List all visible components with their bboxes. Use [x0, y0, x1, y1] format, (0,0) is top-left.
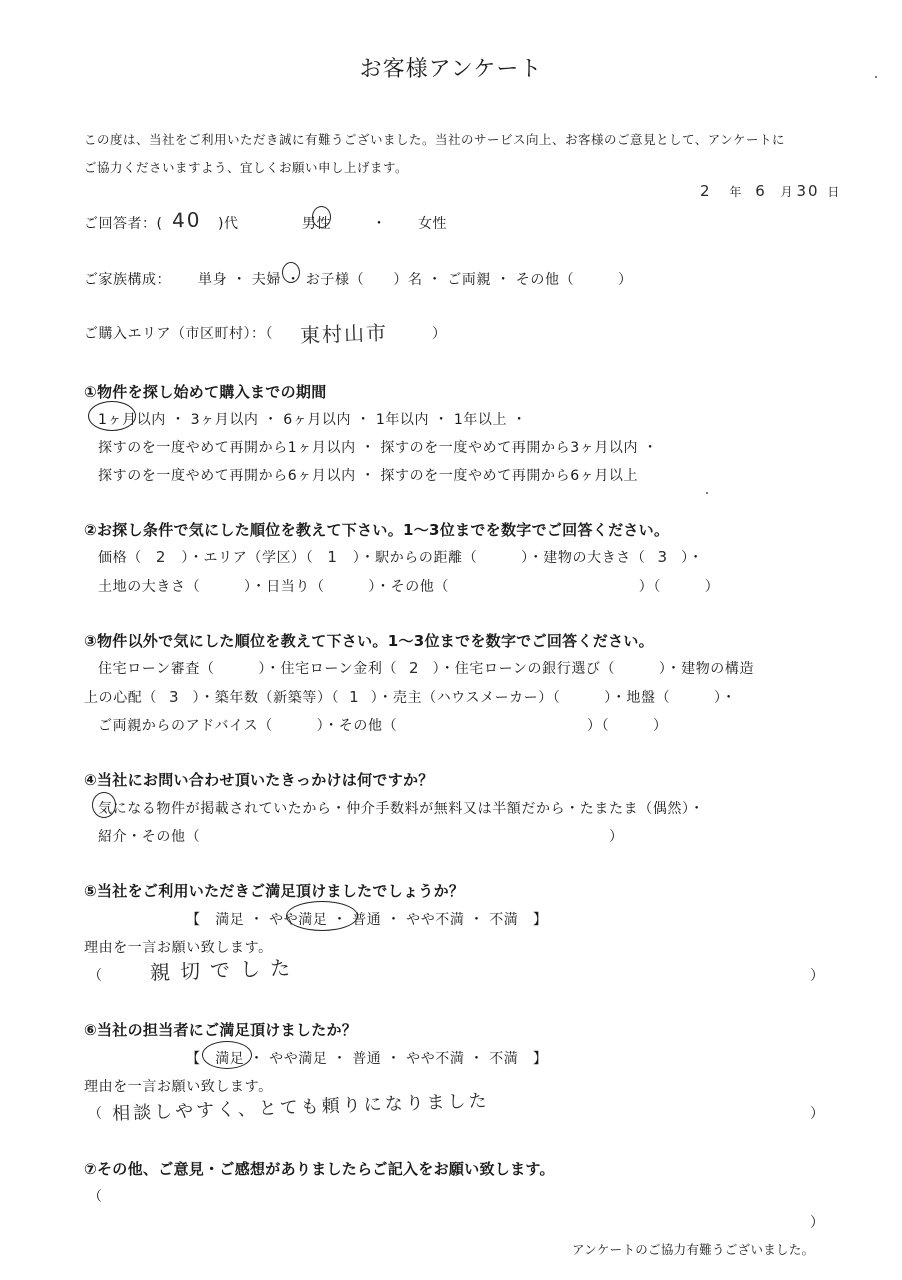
respondent-female: 女性 [418, 216, 447, 232]
q2-price-label: 価格（ [98, 550, 142, 566]
q2-line-1-end: ）・ [681, 550, 704, 566]
intro-line-2: ご協力くださいますよう、宜しくお願い申し上げます。 [84, 160, 409, 175]
q6-reason-label: 理由を一言お願い致します。 [84, 1079, 273, 1095]
area-label: ご購入エリア（市区町村）：（ [84, 326, 273, 342]
q3-structure-rank: 3 [169, 688, 181, 706]
q7-close: ） [810, 1215, 824, 1231]
q5-reason-label: 理由を一言お願い致します。 [84, 940, 273, 956]
q3-heading: ③物件以外で気にした順位を教えて下さい。1～3位までを数字でご回答ください。 [84, 632, 654, 650]
q5-answer-circle-mark [286, 901, 358, 931]
q1-answer-circle-mark [88, 401, 136, 431]
date-year-value: 2 [700, 182, 712, 200]
q1-line-1: 1ヶ月以内 ・ 3ヶ月以内 ・ 6ヶ月以内 ・ 1年以内 ・ 1年以上 ・ [98, 412, 527, 428]
page-title: お客様アンケート [359, 57, 543, 82]
date-day-label: 日 [827, 185, 840, 199]
respondent-label: ご回答者：( [84, 216, 163, 232]
q3-line-1-end: ）・住宅ローンの銀行選び（ ）・建物の構造 [432, 661, 755, 677]
q6-options: 【 満足 ・ やや満足 ・ 普通 ・ やや不満 ・ 不満 】 [186, 1051, 548, 1067]
q1-heading: ①物件を探し始めて購入までの期間 [84, 383, 327, 401]
respondent-male: 男性 [302, 216, 331, 232]
scan-speck [875, 76, 877, 78]
date-month-value: 6 [755, 182, 767, 200]
q1-line-3: 探すのを一度やめて再開から6ヶ月以内 ・ 探すのを一度やめて再開から6ヶ月以上 [98, 468, 639, 484]
q6-reason-open: （ [88, 1106, 102, 1122]
couple-circle-mark [282, 262, 300, 283]
respondent-sep: ・ [372, 216, 387, 232]
respondent-age-suffix: )代 [218, 216, 239, 232]
q3-line-1 [98, 658, 754, 678]
q2-price-rank: 2 [155, 548, 168, 566]
q2-line-1 [98, 547, 703, 567]
q1-line-2: 探すのを一度やめて再開から1ヶ月以内 ・ 探すのを一度やめて再開から3ヶ月以内 ・ [98, 440, 658, 456]
q7-open: （ [88, 1189, 102, 1205]
q3-line-3: ご両親からのアドバイス（ ）・その他（ ）（ ） [98, 718, 668, 734]
q3-rate-rank: 2 [409, 659, 421, 677]
q4-line-1: 気になる物件が掲載されていたから・仲介手数料が無料又は半額だから・たまたま（偶然）・ [98, 801, 705, 817]
q2-line-2: 土地の大きさ（ ）・日当り（ ）・その他（ ）（ ） [98, 579, 720, 595]
date-year-label: 年 [729, 185, 742, 199]
area-close: ） [432, 326, 447, 342]
date-row [700, 182, 839, 200]
q5-heading: ⑤当社をご利用いただきご満足頂けましたでしょうか？ [84, 882, 465, 900]
q5-options: 【 満足 ・ やや満足 ・ 普通 ・ やや不満 ・ 不満 】 [186, 912, 548, 928]
q7-heading: ⑦その他、ご意見・ご感想がありましたらご記入をお願い致します。 [84, 1160, 555, 1178]
q3-age-rank: 1 [349, 688, 361, 706]
date-day-value: 30 [796, 182, 820, 200]
q2-area-rank: 1 [327, 548, 339, 566]
respondent-age: 40 [171, 207, 202, 233]
scan-speck [706, 492, 708, 494]
q2-heading: ②お探し条件で気にした順位を教えて下さい。1～3位までを数字でご回答ください。 [84, 521, 670, 539]
q3-line-1-start: 住宅ローン審査（ ）・住宅ローン金利（ [98, 661, 398, 677]
q4-line-2: 紹介・その他（ ） [98, 829, 624, 845]
q2-building-label: ）・駅からの距離（ ）・建物の大きさ（ [352, 550, 646, 566]
q6-reason-close: ） [810, 1106, 824, 1122]
q3-line-2 [84, 687, 736, 707]
q6-answer-circle-mark [202, 1041, 252, 1069]
footer-thanks: アンケートのご協力有難うございました。 [572, 1242, 815, 1257]
q4-heading: ④当社にお問い合わせ頂いたきっかけは何ですか？ [84, 771, 434, 789]
family-label: ご家族構成： [84, 272, 171, 288]
q3-structure-label: 上の心配（ [84, 690, 157, 706]
area-value: 東村山市 [299, 320, 389, 348]
q6-reason-text: 相談しやすく、とても頼りになりました [111, 1090, 490, 1125]
q3-age-label: ）・築年数（新築等）（ [192, 690, 340, 706]
q5-reason-close: ） [810, 968, 824, 984]
q2-building-rank: 3 [657, 548, 670, 566]
q3-line-2-end: ）・売主（ハウスメーカー）（ ）・地盤（ ）・ [370, 690, 737, 706]
q5-reason-text: 親切でした [149, 955, 301, 985]
intro-line-1: この度は、当社をご利用いただき誠に有難うございました。当社のサービス向上、お客様のご意見として、アンケートに [84, 132, 786, 147]
q5-reason-open: （ [88, 968, 102, 984]
q2-area-label: ）・エリア（学区）（ [181, 550, 314, 566]
family-options: 単身 ・ 夫婦 ・ お子様（ ）名 ・ ご両親 ・ その他（ ） [198, 272, 633, 288]
date-month-label: 月 [780, 185, 793, 199]
q4-answer-circle-mark [92, 792, 116, 818]
q6-heading: ⑥当社の担当者にご満足頂けましたか？ [84, 1021, 358, 1039]
male-circle-mark [312, 206, 331, 228]
